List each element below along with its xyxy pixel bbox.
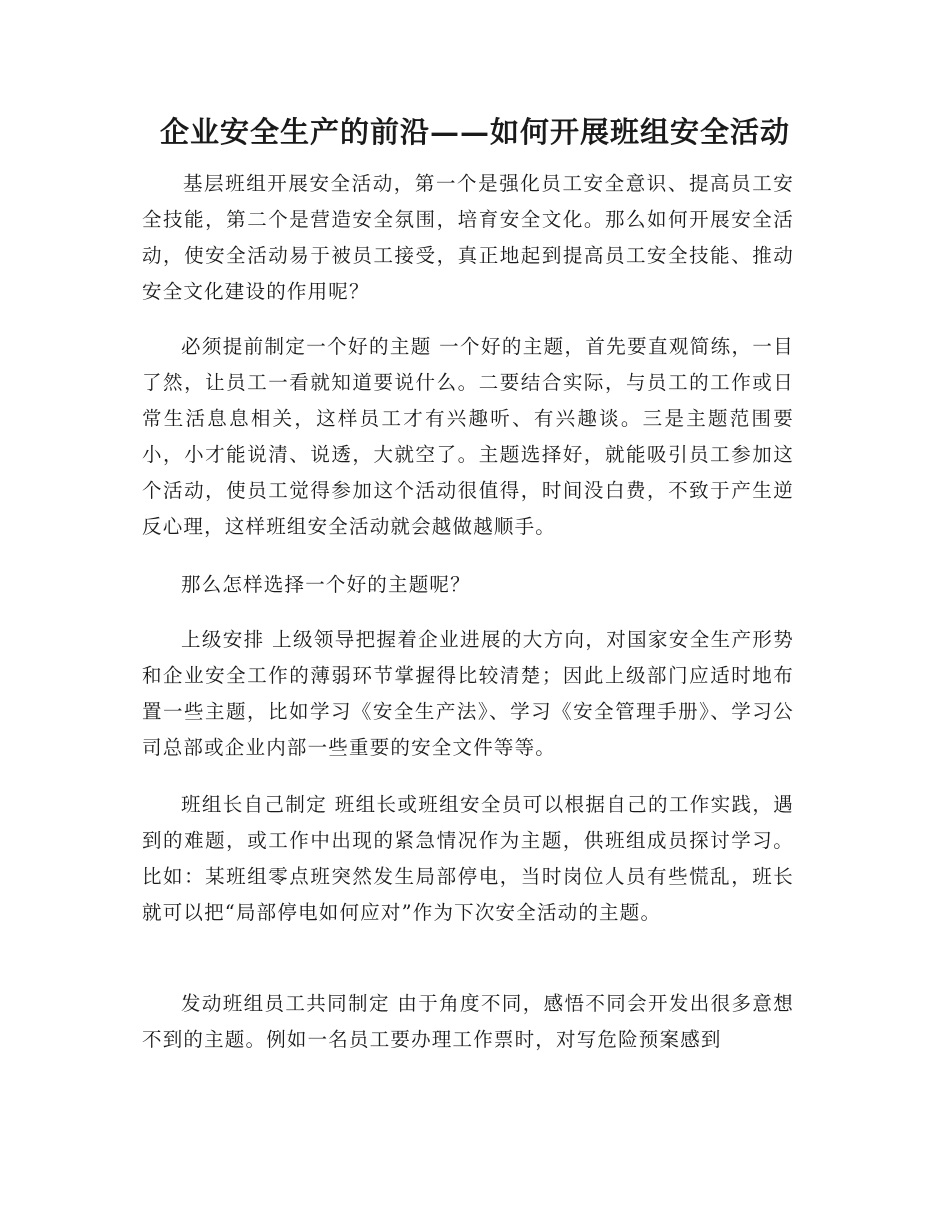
paragraph-superior-arrangement: 上级安排 上级领导把握着企业进展的大方向，对国家安全生产形势和企业安全工作的薄弱环节掌握得比较清楚；因此上级部门应适时地布置一些主题，比如学习《安全生产法》、学习《安全管理手册》、学习公司总部或企业内部一些重要的安全文件等等。	[142, 628, 794, 759]
paragraph-team-leader: 班组长自己制定 班组长或班组安全员可以根据自己的工作实践，遇到的难题，或工作中出现的紧急情况作为主题，供班组成员探讨学习。比如：某班组零点班突然发生局部停电，当时岗位人员有些慌乱，班长就可以把“局部停电如何应对”作为下次安全活动的主题。	[142, 793, 794, 924]
paragraph-how-to-choose: 那么怎样选择一个好的主题呢？	[181, 573, 471, 596]
paragraph-intro: 基层班组开展安全活动，第一个是强化员工安全意识、提高员工安全技能，第二个是营造安全氛围，培育安全文化。那么如何开展安全活动，使安全活动易于被员工接受，真正地起到提高员工安全技能、推动安全文化建设的作用呢？	[142, 172, 794, 303]
document-title: 企业安全生产的前沿——如何开展班组安全活动	[159, 115, 790, 149]
paragraph-team-members: 发动班组员工共同制定 由于角度不同，感悟不同会开发出很多意想不到的主题。例如一名员工要办理工作票时，对写危险预案感到	[142, 992, 794, 1051]
paragraph-good-theme: 必须提前制定一个好的主题 一个好的主题，首先要直观简练，一目了然，让员工一看就知道要说什么。二要结合实际，与员工的工作或日常生活息息相关，这样员工才有兴趣听、有兴趣谈。三是主题范围要小，小才能说清、说透，大就空了。主题选择好，就能吸引员工参加这个活动，使员工觉得参加这个活动很值得，时间没白费，不致于产生逆反心理，这样班组安全活动就会越做越顺手。	[142, 335, 794, 538]
